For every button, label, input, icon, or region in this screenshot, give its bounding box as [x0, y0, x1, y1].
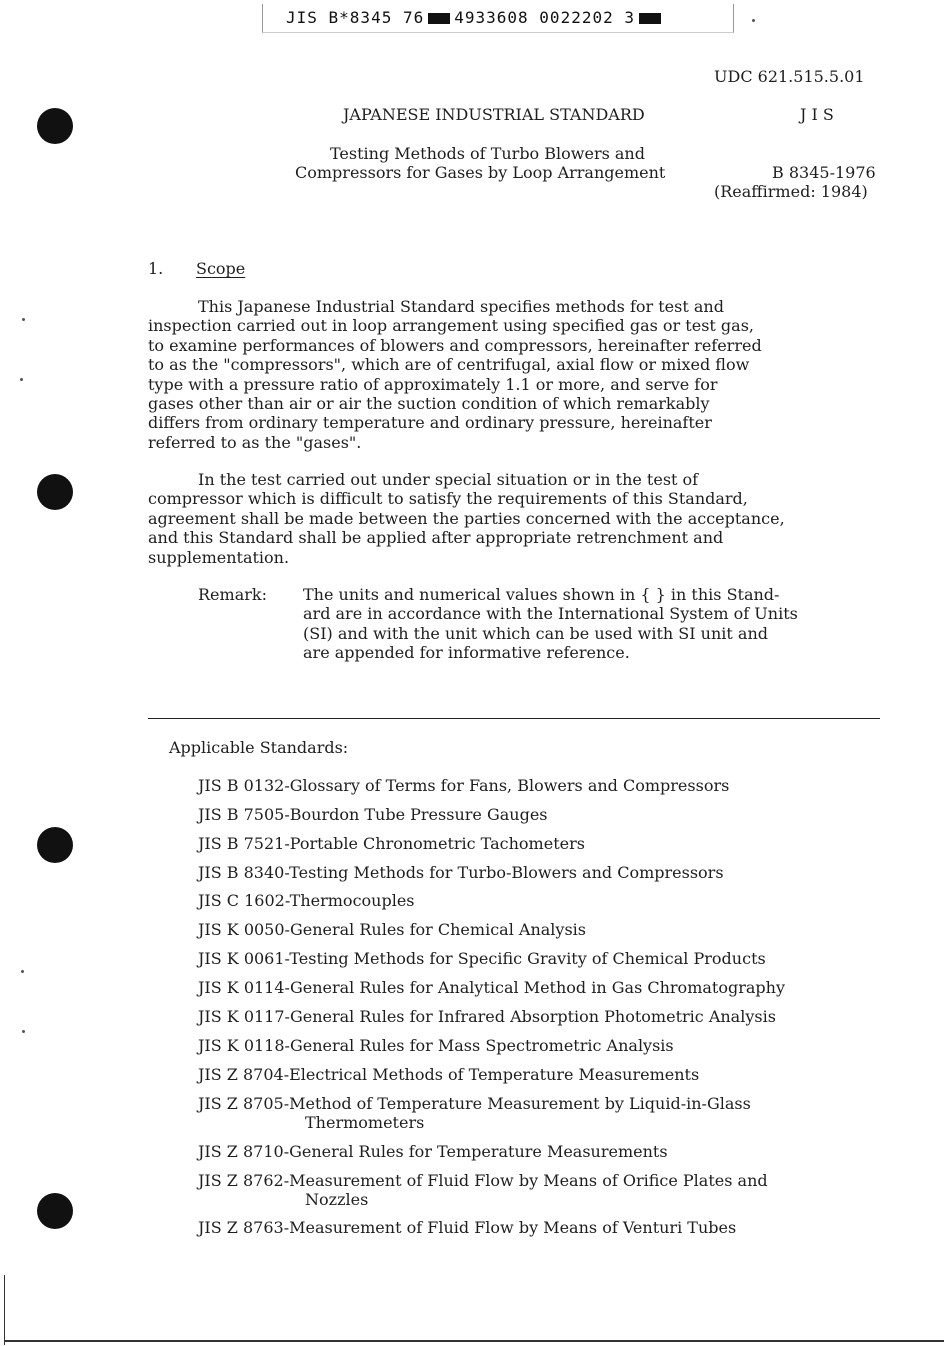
- paragraph-line: and this Standard shall be applied after appropriate retrenchment and: [148, 528, 724, 548]
- list-item: JIS K 0118-General Rules for Mass Spectrometric Analysis: [198, 1036, 674, 1055]
- standard-name: JAPANESE INDUSTRIAL STANDARD: [343, 105, 645, 124]
- list-item: JIS Z 8762-Measurement of Fluid Flow by Means of Orifice Plates and: [198, 1171, 768, 1190]
- scope-paragraph-1: [148, 297, 888, 452]
- remark-label: Remark:: [198, 585, 267, 604]
- paragraph-line: This Japanese Industrial Standard specifies methods for test and: [198, 297, 724, 316]
- list-item: JIS Z 8710-General Rules for Temperature Measurements: [198, 1142, 668, 1161]
- punch-hole: [37, 474, 73, 510]
- applicable-standards-heading: Applicable Standards:: [169, 738, 349, 757]
- list-item: JIS B 7505-Bourdon Tube Pressure Gauges: [198, 805, 548, 824]
- remark-line: The units and numerical values shown in { } in this Stand-: [303, 585, 780, 604]
- list-item: JIS K 0117-General Rules for Infrared Absorption Photometric Analysis: [198, 1007, 776, 1026]
- paragraph-line: type with a pressure ratio of approximately 1.1 or more, and serve for: [148, 374, 718, 394]
- paragraph-line: In the test carried out under special situation or in the test of: [198, 470, 699, 489]
- list-item: JIS Z 8705-Method of Temperature Measurement by Liquid-in-Glass: [198, 1094, 751, 1113]
- list-item: JIS B 0132-Glossary of Terms for Fans, Blowers and Compressors: [198, 776, 730, 795]
- list-item: JIS Z 8704-Electrical Methods of Temperature Measurements: [198, 1065, 700, 1084]
- remark-line: are appended for informative reference.: [303, 643, 630, 663]
- paragraph-line: gases other than air or air the suction condition of which remarkably: [148, 394, 710, 414]
- scan-speck: [752, 19, 755, 22]
- scan-speck: [21, 970, 24, 973]
- title-line-1: Testing Methods of Turbo Blowers and: [330, 144, 645, 163]
- udc-number: UDC 621.515.5.01: [714, 67, 865, 86]
- scan-speck: [20, 378, 23, 381]
- paragraph-line: referred to as the "gases".: [148, 432, 362, 452]
- list-item: JIS K 0061-Testing Methods for Specific Gravity of Chemical Products: [198, 949, 766, 968]
- document-code: [286, 8, 665, 27]
- paragraph-line: to examine performances of blowers and compressors, hereinafter referred: [148, 335, 762, 355]
- title-line-2: Compressors for Gases by Loop Arrangement: [295, 163, 666, 182]
- scan-edge: [4, 1275, 5, 1345]
- list-item-continuation: Nozzles: [305, 1190, 369, 1209]
- remark-text: [303, 585, 883, 663]
- scan-speck: [22, 318, 25, 321]
- list-item: JIS B 8340-Testing Methods for Turbo-Blowers and Compressors: [198, 863, 724, 882]
- paragraph-line: to as the "compressors", which are of centrifugal, axial flow or mixed flow: [148, 355, 750, 375]
- list-item: JIS C 1602-Thermocouples: [198, 891, 415, 910]
- list-item-continuation: Thermometers: [305, 1113, 425, 1132]
- code-part-a: JIS B*8345 76: [286, 8, 425, 27]
- paragraph-line: agreement shall be made between the parties concerned with the acceptance,: [148, 508, 785, 528]
- punch-hole: [37, 827, 73, 863]
- punch-hole: [37, 1193, 73, 1229]
- paragraph-line: supplementation.: [148, 547, 290, 567]
- remark-line: ard are in accordance with the International System of Units: [303, 604, 798, 624]
- code-part-b: 4933608 0022202 3: [454, 8, 635, 27]
- black-block-mark: [639, 13, 661, 24]
- section-title: Scope: [196, 259, 246, 278]
- punch-hole: [37, 108, 73, 144]
- list-item: JIS K 0114-General Rules for Analytical Method in Gas Chromatography: [198, 978, 785, 997]
- paragraph-line: inspection carried out in loop arrangement using specified gas or test gas,: [148, 316, 754, 336]
- scan-edge: [4, 1340, 944, 1342]
- footnote-divider: [148, 718, 880, 719]
- scope-paragraph-2: [148, 470, 888, 567]
- paragraph-line: differs from ordinary temperature and ordinary pressure, hereinafter: [148, 413, 712, 433]
- scan-speck: [22, 1030, 25, 1033]
- remark-line: (SI) and with the unit which can be used with SI unit and: [303, 623, 768, 643]
- standard-number: B 8345-1976: [772, 163, 876, 182]
- paragraph-line: compressor which is difficult to satisfy the requirements of this Standard,: [148, 489, 748, 509]
- reaffirmed-note: (Reaffirmed: 1984): [714, 182, 868, 201]
- black-block-mark: [428, 13, 450, 24]
- list-item: JIS K 0050-General Rules for Chemical Analysis: [198, 920, 586, 939]
- list-item: JIS Z 8763-Measurement of Fluid Flow by Means of Venturi Tubes: [198, 1218, 737, 1237]
- list-item: JIS B 7521-Portable Chronometric Tachometers: [198, 834, 585, 853]
- jis-mark: J I S: [800, 105, 834, 124]
- section-number: 1.: [148, 259, 164, 278]
